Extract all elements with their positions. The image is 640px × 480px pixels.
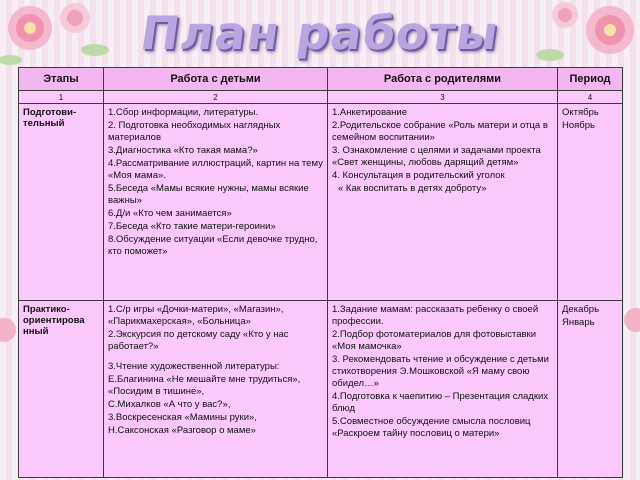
stage-cell: Подготови-тельный	[19, 104, 104, 301]
page-title: План работы	[137, 6, 503, 60]
list-item: 6.Д/и «Кто чем занимается»	[108, 208, 232, 219]
header-stages: Этапы	[19, 68, 104, 91]
list-item: « Как воспитать в детях доброту»	[338, 183, 487, 194]
list-item: 2.Родительское собрание «Роль матери и отца в семейном воспитании»	[332, 120, 548, 143]
column-number: 1	[19, 91, 104, 104]
period-cell	[558, 104, 623, 301]
stage-cell: Практико-ориентирова нный	[19, 301, 104, 478]
list-item: 1.С/р игры «Дочки-матери», «Магазин», «Парикмахерская», «Больница»	[108, 304, 284, 327]
list-item: Н.Саксонская «Разговор о маме»	[108, 425, 256, 436]
list-item: 1.Задание мамам: рассказать ребенку о своей профессии.	[332, 304, 539, 327]
column-number: 3	[328, 91, 558, 104]
header-parents-work: Работа с родителями	[328, 68, 558, 91]
list-item: 5.Беседа «Мамы всякие нужны, мамы всякие важны»	[108, 183, 309, 206]
column-number: 2	[104, 91, 328, 104]
table-row	[19, 104, 623, 301]
children-work-cell	[104, 301, 328, 478]
period-month: Ноябрь	[562, 120, 595, 131]
list-item: 1.Сбор информации, литературы.	[108, 107, 259, 118]
period-month: Январь	[562, 317, 595, 328]
list-item: 7.Беседа «Кто такие матери-героини»	[108, 221, 276, 232]
list-item: 2.Подбор фотоматериалов для фотовыставки «Моя мамочка»	[332, 329, 537, 352]
column-number: 4	[558, 91, 623, 104]
list-item: 4.Рассматривание иллюстраций, картин на тему «Моя мама».	[108, 158, 323, 181]
list-item: 3.Воскресенская «Мамины руки»,	[108, 412, 257, 423]
parents-work-cell	[328, 104, 558, 301]
children-work-cell	[104, 104, 328, 301]
period-month: Декабрь	[562, 304, 600, 315]
list-item: С.Михалков «А что у вас?»,	[108, 399, 231, 410]
list-item: 1.Анкетирование	[332, 107, 408, 118]
list-item: 2. Подготовка необходимых наглядных материалов	[108, 120, 281, 143]
list-item: 5.Совместное обсуждение смысла пословиц «Раскроем тайну пословиц о матери»	[332, 416, 531, 439]
plan-table	[18, 67, 623, 478]
list-item: 3. Ознакомление с целями и задачами проекта «Свет женщины, любовь дарящий детям»	[332, 145, 541, 168]
list-item: 3.Чтение художественной литературы:	[108, 361, 280, 372]
header-children-work: Работа с детьми	[104, 68, 328, 91]
parents-work-cell	[328, 301, 558, 478]
table-header-row	[19, 68, 623, 91]
list-item: 3.Диагностика «Кто такая мама?»	[108, 145, 258, 156]
flower-right-mid-icon	[620, 290, 640, 350]
list-item: 4. Консультация в родительский уголок	[332, 170, 505, 181]
header-period: Период	[558, 68, 623, 91]
spacer	[108, 354, 323, 360]
table-row	[19, 301, 623, 478]
flower-left-mid-icon	[0, 300, 20, 360]
list-item: 4.Подготовка к чаепитию – Презентация сладких блюд	[332, 391, 549, 414]
table-number-row	[19, 91, 623, 104]
list-item: 2.Экскурсия по детскому саду «Кто у нас работает?»	[108, 329, 289, 352]
list-item: 3. Рекомендовать чтение и обсуждение с детьми стихотворения Э.Мошковской «Я маму свою обидел…»	[332, 354, 549, 389]
period-cell	[558, 301, 623, 478]
list-item: Е.Благинина «Не мешайте мне трудиться», «Посидим в тишине»,	[108, 374, 301, 397]
list-item: 8.Обсуждение ситуации «Если девочке трудно, кто поможет»	[108, 234, 318, 257]
period-month: Октябрь	[562, 107, 599, 118]
